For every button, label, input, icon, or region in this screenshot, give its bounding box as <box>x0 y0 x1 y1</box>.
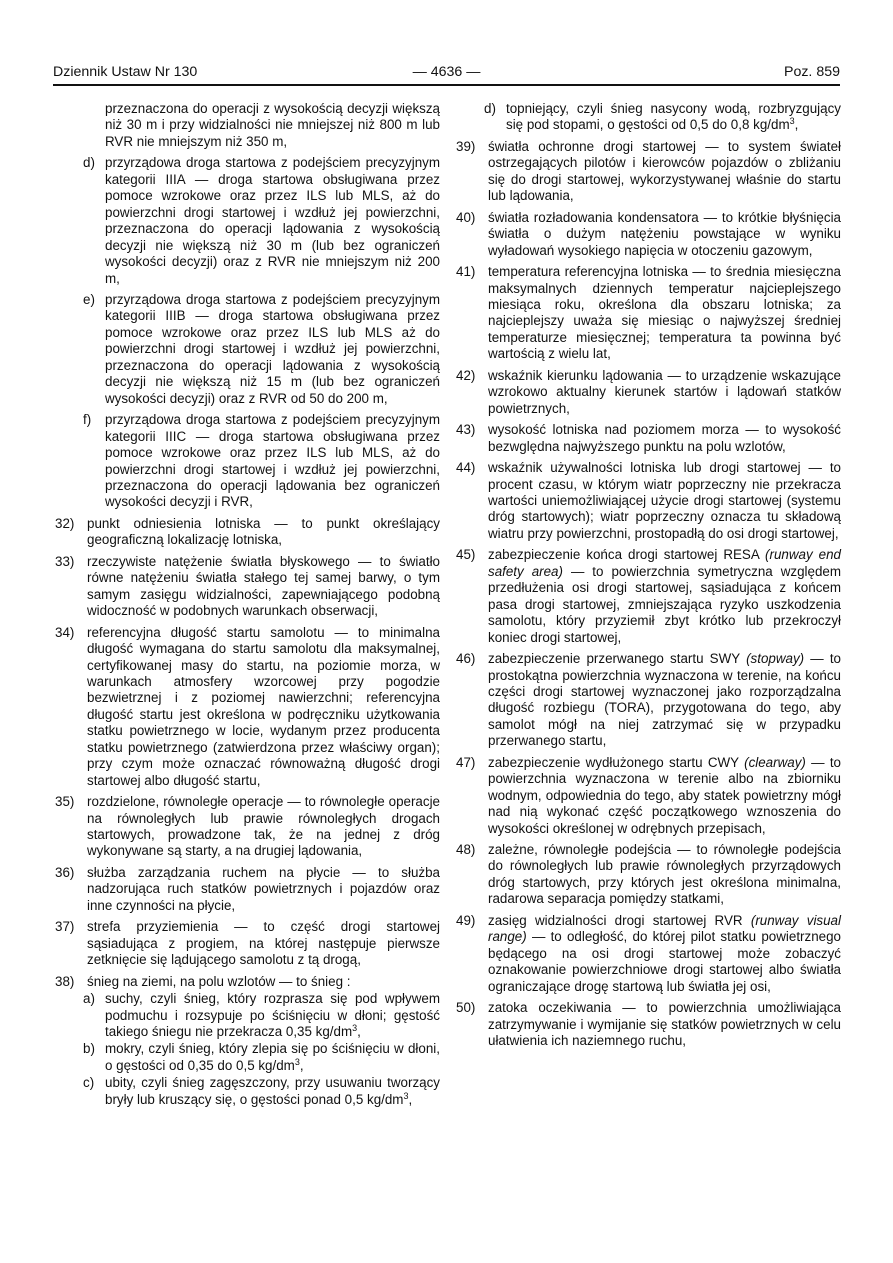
punctuation: , <box>408 1091 413 1107</box>
item-number: 37) <box>55 919 75 935</box>
definition-33 <box>55 554 440 620</box>
item-number: 35) <box>55 794 75 810</box>
item-text: wskaźnik używalności lotniska lub drogi startowej — to procent czasu, w którym wiatr poprzeczny nie przekracza wartości uniemożliwiającej użycie drogi startowej (systemu dróg startowych); wiatr poprzeczny oznacza tu składową wiatru przy powierzchni, prostopadłą do osi drogi startowej, <box>488 460 841 541</box>
item-text: — to powierzchnia wyznaczona w terenie albo na zbiorniku wodnym, odpowiednia do tego, aby statek powietrzny mógł nad nią wykonać część początkowego wznoszenia do wysokości określonej w odrębnych przepisach, <box>488 754 841 836</box>
english-term: (stopway) <box>746 651 805 667</box>
definition-49 <box>456 913 841 995</box>
item-number: 41) <box>456 264 476 280</box>
sub-item-letter: c) <box>83 1075 95 1091</box>
item-text: referencyjna długość startu samolotu — to minimalna długość wymagana do startu samolotu dla maksymalnej, certyfikowanej masy do startu, na poziomie morza, w warunkach atmosfery wzorcowej przy pogodzie bezwietrznej i z poziomej nawierzchni; referencyjna długość startu jest określona w podręczniku użytkowania statku powietrznego w locie, wydanym przez producenta statku powietrznego (zatwierdzona przez właściwy organ); przy czym może oznaczać równoważną długość drogi startowej albo długość startu, <box>87 624 440 788</box>
sub-item-letter: a) <box>83 991 95 1007</box>
item-number: 43) <box>456 422 476 438</box>
sub-item-letter: e) <box>83 291 95 307</box>
item-text: — to prostokątna powierzchnia wyznaczona w terenie, na końcu części drogi startowej wyznaczonej jako rozporządzalna długość rozbiegu (TORA), przygotowana do tego, aby samolot mógł na niej zatrzymać się w przypadku przerwanego startu, <box>488 651 842 749</box>
definition-36 <box>55 865 440 914</box>
item-number: 42) <box>456 367 476 383</box>
item-text: rozdzielone, równoległe operacje — to równoległe operacje na równoległych lub prawie równoległych drogach startowych, prowadzone tak, że na jednej z dróg wykonywane są starty, a na drugiej lądowania, <box>87 794 440 859</box>
definition-40 <box>456 210 841 259</box>
item-number: 44) <box>456 460 476 476</box>
item-number: 47) <box>456 754 476 770</box>
item-text: — to powierzchnia symetryczna względem przedłużenia osi drogi startowej, sąsiadująca z końcem pasa drogi startowej, zmniejszająca ryzyko uszkodzenia samolotu, który przyziemił zbyt krótko lub przekroczył koniec drogi startowej, <box>488 563 841 645</box>
definition-35 <box>55 794 440 860</box>
english-term: (clearway) <box>744 754 806 770</box>
item-text: światła rozładowania kondensatora — to krótkie błyśnięcia światła o dużym natężeniu powstające w wyniku wyładowań wysokiego napięcia w otoczeniu gazowym, <box>488 209 841 258</box>
definition-50 <box>456 1000 841 1049</box>
superscript: 3 <box>294 1056 300 1067</box>
item-text: zatoka oczekiwania — to powierzchnia umożliwiająca zatrzymywanie i wymijanie się statków powietrznych w celu ułatwienia ich naziemnego ruchu, <box>488 1000 841 1049</box>
sub-item-text: ubity, czyli śnieg zagęszczony, przy usuwaniu tworzący bryły lub kruszący się, o gęstości ponad 0,5 kg/dm <box>105 1075 440 1107</box>
item-text: światła ochronne drogi startowej — to system świateł ostrzegających pilotów i kierowców pojazdów o zbliżaniu się do drogi startowej, wykorzystywanej właśnie do startu lub lądowania, <box>488 138 841 204</box>
sub-item-text: suchy, czyli śnieg, który rozprasza się pod wpływem podmuchu i rozsypuje po ściśnięciu w dłoni; gęstość takiego śniegu nie przekracza 0,35 kg/dm <box>105 991 440 1040</box>
sub-item-text: przyrządowa droga startowa z podejściem precyzyjnym kategorii IIIA — droga startowa obsługiwana przez pomoce wzrokowe oraz przez ILS lub MLS, aż do powierzchni drogi startowej i wzdłuż jej powierzchni, przeznaczona do operacji lądowania z wysokością decyzji nie większą niż 30 m (lub bez ograniczeń wysokości decyzji) oraz z RVR nie mniejszym niż 200 m, <box>105 155 440 286</box>
sub-item-d-snow <box>456 101 841 134</box>
definition-42 <box>456 368 841 417</box>
item-number: 38) <box>55 973 75 989</box>
item-number: 34) <box>55 624 75 640</box>
sub-item-f <box>55 412 440 511</box>
item-text: punkt odniesienia lotniska — to punkt określający geograficzną lokalizację lotniska, <box>87 515 440 548</box>
item-number: 45) <box>456 547 476 563</box>
sub-item-a <box>55 991 440 1040</box>
left-column <box>55 101 440 1109</box>
item-lead: zabezpieczenie przerwanego startu SWY <box>488 651 747 667</box>
sub-item-b <box>55 1041 440 1074</box>
journal-title: Dziennik Ustaw Nr 130 <box>53 64 198 80</box>
item-text: temperatura referencyjna lotniska — to średnia miesięczna maksymalnych dziennych temperatur najcieplejszego miesiąca roku, określona dla obszaru lotniska; za najcieplejszy uważa się miesiąc o najwyższej średniej temperaturze miesięcznej; temperatura ta powinna być wartością z wielu lat, <box>488 264 841 362</box>
sub-item-letter: f) <box>83 412 92 428</box>
item-text: zależne, równoległe podejścia — to równoległe podejścia do równoległych lub prawie równoległych przyrządowych dróg startowych, przy których jest określona minimalna, radarowa separacja pomiędzy statkami, <box>488 842 841 907</box>
superscript: 3 <box>403 1090 409 1101</box>
item-number: 39) <box>456 138 476 154</box>
definition-32 <box>55 516 440 549</box>
item-lead: zasięg widzialności drogi startowej RVR <box>488 912 751 928</box>
item-text: strefa przyziemienia — to część drogi startowej sąsiadująca z progiem, na której następuje pierwsze zetknięcie się lądującego samolotu z tą drogą, <box>87 919 440 968</box>
item-text: wskaźnik kierunku lądowania — to urządzenie wskazujące wzrokowo aktualny kierunek startów i lądowań statków powietrznych, <box>488 367 841 416</box>
sub-item-text: przyrządowa droga startowa z podejściem precyzyjnym kategorii IIIB — droga startowa obsługiwana przez pomoce wzrokowe oraz przez ILS lub MLS aż do powierzchni drogi startowej i wzdłuż jej powierzchni, przeznaczona do operacji lądowania z wysokością decyzji nie większą niż 15 m (lub bez ograniczeń wysokości decyzji) oraz z RVR od 50 do 200 m, <box>105 291 440 406</box>
definition-45 <box>456 547 841 646</box>
sub-item-text: przyrządowa droga startowa z podejściem precyzyjnym kategorii IIIC — droga startowa obsługiwana przez pomoce wzrokowe oraz przez ILS lub MLS, aż do powierzchni drogi startowej i wzdłuż jej powierzchni, przeznaczona do operacji lądowania bez ograniczeń wysokości decyzji i RVR, <box>105 412 440 510</box>
item-lead: zabezpieczenie wydłużonego startu CWY <box>488 754 745 770</box>
sub-item-text: topniejący, czyli śnieg nasycony wodą, rozbryzgujący się pod stopami, o gęstości od 0,5 do 0,8 kg/dm <box>506 101 841 133</box>
definition-34 <box>55 625 440 790</box>
sub-item-letter: b) <box>83 1041 95 1057</box>
item-text: śnieg na ziemi, na polu wzlotów — to śnieg : <box>87 973 351 989</box>
item-number: 49) <box>456 912 476 928</box>
definition-37 <box>55 919 440 968</box>
item-text: wysokość lotniska nad poziomem morza — to wysokość bezwględna najwyższego punktu na polu wzlotów, <box>488 422 841 454</box>
item-number: 48) <box>456 842 476 858</box>
item-number: 32) <box>55 515 75 531</box>
punctuation: , <box>794 117 799 133</box>
definition-41 <box>456 264 841 363</box>
definition-47 <box>456 755 841 837</box>
sub-item-text: mokry, czyli śnieg, który zlepia się po ściśnięciu w dłoni, o gęstości od 0,35 do 0,5 kg/dm <box>105 1041 440 1073</box>
item-text: rzeczywiste natężenie światła błyskowego — to światło równe natężeniu światła stałego tej samej barwy, o tym samym zasięgu widzialności, zapewniającego podobną widoczność w podobnych warunkach obserwacji, <box>87 553 440 619</box>
english-term: (runway visual range) <box>488 912 841 945</box>
page-number: — 4636 — <box>412 64 481 80</box>
punctuation: , <box>299 1057 304 1073</box>
position-number: Poz. 859 <box>783 64 840 80</box>
item-number: 50) <box>456 1000 476 1016</box>
definition-39 <box>456 139 841 205</box>
page-header <box>53 62 840 86</box>
english-term: (runway end safety area) <box>488 547 841 579</box>
item-text: służba zarządzania ruchem na płycie — to służba nadzorująca ruch statków powietrznych i pojazdów oraz inne czynności na płycie, <box>87 864 440 913</box>
item-number: 33) <box>55 553 75 569</box>
definition-38 <box>55 974 440 990</box>
superscript: 3 <box>352 1023 358 1034</box>
punctuation: , <box>357 1024 361 1040</box>
sub-item-letter: d) <box>484 101 496 116</box>
continuation-text: przeznaczona do operacji z wysokością decyzji większą niż 30 m i przy widzialności nie mniejszej niż 800 m lub RVR nie mniejszym niż 350 m, <box>105 101 440 149</box>
item-number: 36) <box>55 864 75 880</box>
sub-item-letter: d) <box>83 155 95 171</box>
sub-item-c <box>55 1075 440 1108</box>
superscript: 3 <box>789 116 795 127</box>
sub-item-d <box>55 155 440 287</box>
definition-43 <box>456 422 841 455</box>
item-lead: zabezpieczenie końca drogi startowej RESA <box>488 547 766 563</box>
item-number: 46) <box>456 651 476 667</box>
definition-44 <box>456 460 841 542</box>
right-column <box>456 101 841 1054</box>
item-number: 40) <box>456 209 476 225</box>
sub-item-e <box>55 292 440 407</box>
definition-46 <box>456 651 841 750</box>
item-text: — to odległość, do której pilot statku powietrznego będącego na osi drogi startowej może zobaczyć oznakowanie powierzchniowe drogi startowej albo światła ograniczające drogę startową lub światła jej osi, <box>488 929 841 994</box>
definition-48 <box>456 842 841 908</box>
